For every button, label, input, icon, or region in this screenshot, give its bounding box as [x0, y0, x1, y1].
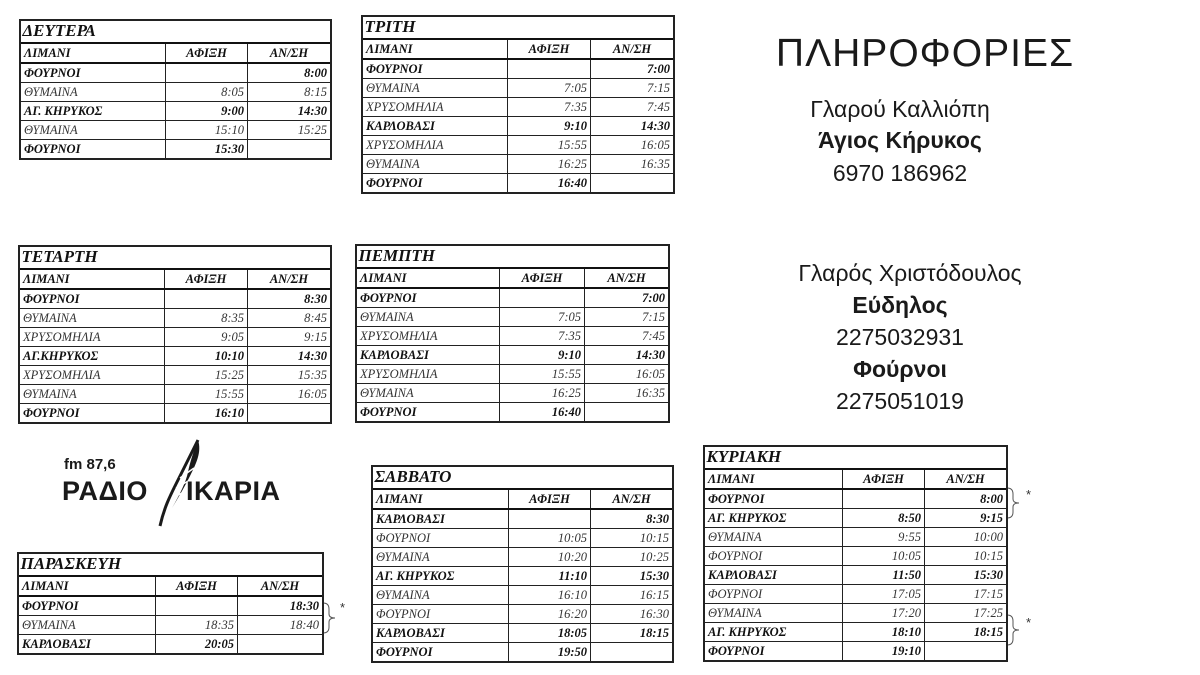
day-title: ΣΑΒΒΑΤΟ: [373, 466, 673, 489]
column-header-departure: ΑΝ/ΣΗ: [591, 39, 674, 59]
arrival-cell: 18:10: [843, 623, 925, 642]
column-header-arrival: ΑΦΙΞΗ: [156, 576, 238, 596]
arrival-cell: 9:10: [508, 117, 591, 136]
arrival-cell: 15:30: [166, 140, 248, 159]
contact2-place2: Φούρνοι: [853, 356, 947, 382]
port-cell: ΘΥΜΑΙΝΑ: [21, 121, 166, 140]
column-header-port: ΛΙΜΑΝΙ: [20, 269, 165, 289]
departure-cell: 18:15: [591, 624, 673, 643]
info-heading: ΠΛΗΡΟΦΟΡΙΕΣ: [775, 32, 1075, 75]
arrival-cell: 16:10: [165, 404, 248, 423]
port-cell: ΦΟΥΡΝΟΙ: [363, 174, 508, 193]
departure-cell: 18:40: [238, 616, 323, 635]
departure-cell: 15:30: [591, 567, 673, 586]
port-cell: ΚΑΡΛΟΒΑΣΙ: [357, 346, 500, 365]
table-row: [705, 642, 1007, 661]
column-header-arrival: ΑΦΙΞΗ: [508, 39, 591, 59]
port-cell: ΘΥΜΑΙΝΑ: [21, 83, 166, 102]
schedule-friday: [18, 553, 323, 654]
contact2-place1: Εύδηλος: [852, 292, 948, 318]
table-row: [20, 328, 331, 347]
arrival-cell: 9:10: [500, 346, 585, 365]
arrival-cell: 15:25: [165, 366, 248, 385]
arrival-cell: 19:50: [509, 643, 591, 662]
port-cell: ΚΑΡΛΟΒΑΣΙ: [373, 509, 509, 529]
arrival-cell: 17:20: [843, 604, 925, 623]
departure-cell: 9:15: [248, 328, 331, 347]
contact2-name: Γλαρός Χριστόδουλος: [798, 260, 1022, 286]
arrival-cell: 16:10: [509, 586, 591, 605]
port-cell: ΦΟΥΡΝΟΙ: [21, 140, 166, 159]
table-row: [363, 98, 674, 117]
arrival-cell: 16:40: [508, 174, 591, 193]
port-cell: ΘΥΜΑΙΝΑ: [20, 309, 165, 328]
arrival-cell: [843, 489, 925, 509]
port-cell: ΦΟΥΡΝΟΙ: [373, 643, 509, 662]
port-cell: ΑΓ.ΚΗΡΥΚΟΣ: [20, 347, 165, 366]
departure-cell: [585, 403, 669, 422]
table-row: [357, 384, 669, 403]
port-cell: ΑΓ. ΚΗΡΥΚΟΣ: [373, 567, 509, 586]
departure-cell: 10:25: [591, 548, 673, 567]
table-row: [19, 616, 323, 635]
arrival-cell: 7:35: [500, 327, 585, 346]
port-cell: ΚΑΡΛΟΒΑΣΙ: [19, 635, 156, 654]
arrival-cell: 9:05: [165, 328, 248, 347]
arrival-cell: 10:10: [165, 347, 248, 366]
arrival-cell: [509, 509, 591, 529]
departure-cell: 8:15: [248, 83, 331, 102]
column-header-port: ΛΙΜΑΝΙ: [705, 469, 843, 489]
arrival-cell: 20:05: [156, 635, 238, 654]
port-cell: ΦΟΥΡΝΟΙ: [705, 585, 843, 604]
table-row: [21, 83, 331, 102]
arrival-cell: [508, 59, 591, 79]
arrival-cell: [156, 596, 238, 616]
schedule-tuesday: [362, 16, 674, 193]
arrival-cell: [166, 63, 248, 83]
arrival-cell: 16:20: [509, 605, 591, 624]
contact2-phone1: 2275032931: [836, 324, 964, 350]
column-header-arrival: ΑΦΙΞΗ: [509, 489, 591, 509]
port-cell: ΑΓ. ΚΗΡΥΚΟΣ: [21, 102, 166, 121]
column-header-departure: ΑΝ/ΣΗ: [238, 576, 323, 596]
departure-cell: 15:30: [925, 566, 1007, 585]
port-cell: ΘΥΜΑΙΝΑ: [363, 155, 508, 174]
arrival-cell: 17:05: [843, 585, 925, 604]
arrival-cell: 11:10: [509, 567, 591, 586]
arrival-cell: 15:55: [508, 136, 591, 155]
arrival-cell: 10:05: [509, 529, 591, 548]
port-cell: ΘΥΜΑΙΝΑ: [373, 548, 509, 567]
arrival-cell: 9:55: [843, 528, 925, 547]
arrival-cell: 7:05: [500, 308, 585, 327]
column-header-arrival: ΑΦΙΞΗ: [166, 43, 248, 63]
column-header-departure: ΑΝ/ΣΗ: [248, 43, 331, 63]
departure-cell: 9:15: [925, 509, 1007, 528]
table-row: [373, 586, 673, 605]
column-header-departure: ΑΝ/ΣΗ: [591, 489, 673, 509]
departure-cell: 7:45: [591, 98, 674, 117]
schedule-monday: [20, 20, 331, 159]
arrival-cell: 16:25: [500, 384, 585, 403]
departure-cell: 16:35: [585, 384, 669, 403]
column-header-port: ΛΙΜΑΝΙ: [21, 43, 166, 63]
column-header-arrival: ΑΦΙΞΗ: [165, 269, 248, 289]
arrival-cell: 15:55: [165, 385, 248, 404]
port-cell: ΧΡΥΣΟΜΗΛΙΑ: [363, 136, 508, 155]
day-title: ΤΡΙΤΗ: [363, 16, 674, 39]
port-cell: ΘΥΜΑΙΝΑ: [373, 586, 509, 605]
table-row: [363, 59, 674, 79]
table-row: [21, 63, 331, 83]
contact1-name: Γλαρού Καλλιόπη: [810, 96, 990, 122]
column-header-departure: ΑΝ/ΣΗ: [248, 269, 331, 289]
departure-cell: 15:35: [248, 366, 331, 385]
column-header-arrival: ΑΦΙΞΗ: [843, 469, 925, 489]
table-row: [705, 547, 1007, 566]
port-cell: ΘΥΜΑΙΝΑ: [20, 385, 165, 404]
departure-cell: 18:15: [925, 623, 1007, 642]
logo-frequency: fm 87,6: [64, 456, 116, 473]
table-row: [20, 385, 331, 404]
table-row: [357, 308, 669, 327]
table-row: [373, 529, 673, 548]
departure-cell: 7:15: [585, 308, 669, 327]
departure-cell: 17:15: [925, 585, 1007, 604]
table-row: [21, 102, 331, 121]
table-row: [19, 596, 323, 616]
logo-word-right: ΙΚΑΡΙΑ: [186, 476, 281, 506]
schedule-wednesday: [19, 246, 331, 423]
day-title: ΠΑΡΑΣΚΕΥΗ: [19, 553, 323, 576]
port-cell: ΦΟΥΡΝΟΙ: [19, 596, 156, 616]
table-row: [20, 309, 331, 328]
table-row: [373, 509, 673, 529]
arrival-cell: 19:10: [843, 642, 925, 661]
port-cell: ΧΡΥΣΟΜΗΛΙΑ: [363, 98, 508, 117]
departure-cell: 8:00: [248, 63, 331, 83]
port-cell: ΦΟΥΡΝΟΙ: [20, 289, 165, 309]
port-cell: ΦΟΥΡΝΟΙ: [373, 529, 509, 548]
departure-cell: 15:25: [248, 121, 331, 140]
port-cell: ΦΟΥΡΝΟΙ: [705, 642, 843, 661]
table-row: [357, 327, 669, 346]
contact1-place: Άγιος Κήρυκος: [818, 127, 982, 153]
port-cell: ΦΟΥΡΝΟΙ: [705, 489, 843, 509]
table-row: [705, 585, 1007, 604]
port-cell: ΚΑΡΛΟΒΑΣΙ: [705, 566, 843, 585]
arrival-cell: 18:05: [509, 624, 591, 643]
arrival-cell: 10:20: [509, 548, 591, 567]
departure-cell: [925, 642, 1007, 661]
table-row: [705, 528, 1007, 547]
radio-ikaria-logo: [58, 438, 303, 530]
departure-cell: 7:45: [585, 327, 669, 346]
departure-cell: 16:35: [591, 155, 674, 174]
contact2-phone2: 2275051019: [836, 388, 964, 414]
port-cell: ΦΟΥΡΝΟΙ: [363, 59, 508, 79]
arrival-cell: 7:35: [508, 98, 591, 117]
departure-cell: 16:05: [248, 385, 331, 404]
port-cell: ΧΡΥΣΟΜΗΛΙΑ: [20, 366, 165, 385]
departure-cell: 8:00: [925, 489, 1007, 509]
port-cell: ΧΡΥΣΟΜΗΛΙΑ: [20, 328, 165, 347]
arrival-cell: [165, 289, 248, 309]
port-cell: ΑΓ. ΚΗΡΥΚΟΣ: [705, 623, 843, 642]
port-cell: ΧΡΥΣΟΜΗΛΙΑ: [357, 365, 500, 384]
port-cell: ΘΥΜΑΙΝΑ: [357, 384, 500, 403]
departure-cell: 10:00: [925, 528, 1007, 547]
column-header-departure: ΑΝ/ΣΗ: [585, 268, 669, 288]
brace-sunday-top: [1006, 486, 1022, 520]
day-title: ΔΕΥΤΕΡΑ: [21, 20, 331, 43]
table-row: [363, 136, 674, 155]
port-cell: ΘΥΜΑΙΝΑ: [705, 528, 843, 547]
table-row: [20, 366, 331, 385]
logo-word-left: ΡΑΔΙΟ: [62, 476, 148, 506]
table-row: [373, 624, 673, 643]
day-title: ΤΕΤΑΡΤΗ: [20, 246, 331, 269]
port-cell: ΚΑΡΛΟΒΑΣΙ: [373, 624, 509, 643]
departure-cell: 14:30: [591, 117, 674, 136]
arrival-cell: 11:50: [843, 566, 925, 585]
brace-friday: [322, 601, 338, 635]
schedule-thursday: [356, 245, 669, 422]
brace-sunday-bottom: [1006, 613, 1022, 647]
arrival-cell: 7:05: [508, 79, 591, 98]
departure-cell: 16:15: [591, 586, 673, 605]
table-row: [357, 288, 669, 308]
schedule-saturday: [372, 466, 673, 662]
table-row: [363, 117, 674, 136]
table-row: [363, 155, 674, 174]
departure-cell: [248, 140, 331, 159]
column-header-port: ΛΙΜΑΝΙ: [373, 489, 509, 509]
departure-cell: 10:15: [925, 547, 1007, 566]
port-cell: ΦΟΥΡΝΟΙ: [373, 605, 509, 624]
table-row: [19, 635, 323, 654]
port-cell: ΘΥΜΑΙΝΑ: [363, 79, 508, 98]
table-row: [705, 604, 1007, 623]
footnote-mark-sunday-bottom: *: [1026, 615, 1032, 630]
table-row: [363, 174, 674, 193]
port-cell: ΦΟΥΡΝΟΙ: [21, 63, 166, 83]
arrival-cell: 10:05: [843, 547, 925, 566]
departure-cell: 17:25: [925, 604, 1007, 623]
departure-cell: 8:30: [248, 289, 331, 309]
column-header-port: ΛΙΜΑΝΙ: [363, 39, 508, 59]
port-cell: ΑΓ. ΚΗΡΥΚΟΣ: [705, 509, 843, 528]
table-row: [373, 567, 673, 586]
table-row: [357, 403, 669, 422]
day-title: ΠΕΜΠΤΗ: [357, 245, 669, 268]
arrival-cell: [500, 288, 585, 308]
departure-cell: 8:45: [248, 309, 331, 328]
arrival-cell: 15:55: [500, 365, 585, 384]
port-cell: ΘΥΜΑΙΝΑ: [19, 616, 156, 635]
departure-cell: 7:15: [591, 79, 674, 98]
port-cell: ΦΟΥΡΝΟΙ: [357, 403, 500, 422]
port-cell: ΚΑΡΛΟΒΑΣΙ: [363, 117, 508, 136]
footnote-mark-sunday-top: *: [1026, 487, 1032, 502]
departure-cell: 14:30: [585, 346, 669, 365]
departure-cell: [591, 643, 673, 662]
departure-cell: 18:30: [238, 596, 323, 616]
footnote-mark-friday: *: [340, 600, 346, 615]
port-cell: ΘΥΜΑΙΝΑ: [357, 308, 500, 327]
column-header-port: ΛΙΜΑΝΙ: [19, 576, 156, 596]
departure-cell: 16:30: [591, 605, 673, 624]
table-row: [20, 289, 331, 309]
table-row: [20, 347, 331, 366]
arrival-cell: 9:00: [166, 102, 248, 121]
departure-cell: 7:00: [591, 59, 674, 79]
departure-cell: 8:30: [591, 509, 673, 529]
port-cell: ΦΟΥΡΝΟΙ: [357, 288, 500, 308]
table-row: [21, 140, 331, 159]
arrival-cell: 16:25: [508, 155, 591, 174]
departure-cell: 14:30: [248, 102, 331, 121]
table-row: [705, 509, 1007, 528]
table-row: [357, 346, 669, 365]
table-row: [705, 566, 1007, 585]
departure-cell: [591, 174, 674, 193]
departure-cell: [248, 404, 331, 423]
table-row: [373, 643, 673, 662]
port-cell: ΦΟΥΡΝΟΙ: [20, 404, 165, 423]
table-row: [363, 79, 674, 98]
arrival-cell: 8:50: [843, 509, 925, 528]
day-title: ΚΥΡΙΑΚΗ: [705, 446, 1007, 469]
schedule-sunday: [704, 446, 1007, 661]
table-row: [373, 605, 673, 624]
departure-cell: 16:05: [585, 365, 669, 384]
table-row: [705, 623, 1007, 642]
table-row: [705, 489, 1007, 509]
arrival-cell: 16:40: [500, 403, 585, 422]
departure-cell: 7:00: [585, 288, 669, 308]
departure-cell: 10:15: [591, 529, 673, 548]
port-cell: ΧΡΥΣΟΜΗΛΙΑ: [357, 327, 500, 346]
table-row: [20, 404, 331, 423]
column-header-arrival: ΑΦΙΞΗ: [500, 268, 585, 288]
arrival-cell: 8:05: [166, 83, 248, 102]
port-cell: ΘΥΜΑΙΝΑ: [705, 604, 843, 623]
departure-cell: [238, 635, 323, 654]
table-row: [373, 548, 673, 567]
table-row: [357, 365, 669, 384]
port-cell: ΦΟΥΡΝΟΙ: [705, 547, 843, 566]
arrival-cell: 8:35: [165, 309, 248, 328]
column-header-departure: ΑΝ/ΣΗ: [925, 469, 1007, 489]
arrival-cell: 18:35: [156, 616, 238, 635]
column-header-port: ΛΙΜΑΝΙ: [357, 268, 500, 288]
table-row: [21, 121, 331, 140]
contact1-phone: 6970 186962: [832, 160, 968, 186]
departure-cell: 14:30: [248, 347, 331, 366]
departure-cell: 16:05: [591, 136, 674, 155]
arrival-cell: 15:10: [166, 121, 248, 140]
